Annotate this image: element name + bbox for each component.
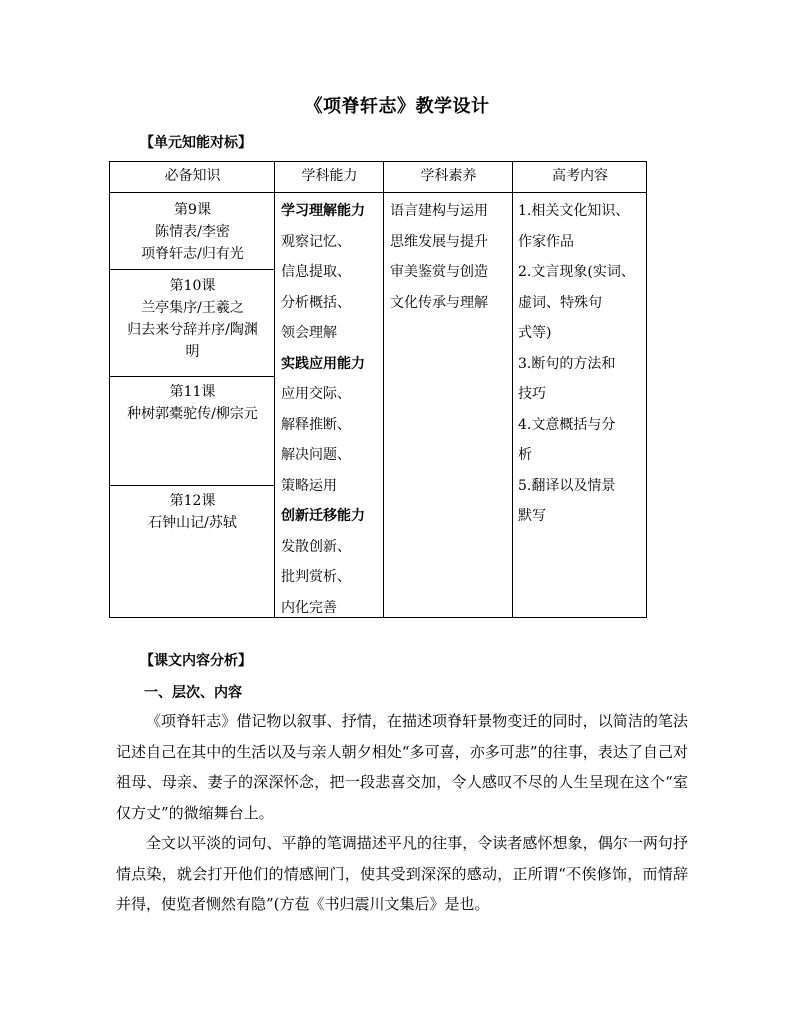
lesson-cell-9	[110, 199, 275, 265]
ability-item: 领会理解	[281, 325, 337, 341]
ability-item: 策略运用	[281, 477, 337, 494]
exam-item: 5.翻译以及情景	[518, 477, 616, 494]
exam-content-cell	[518, 196, 646, 532]
lesson-cell-11	[110, 381, 275, 425]
exam-item: 默写	[518, 508, 546, 524]
ability-item: 分析概括、	[281, 294, 351, 311]
lesson-title: 项脊轩志/归有光	[141, 246, 244, 262]
ability-cell	[281, 196, 383, 623]
literacy-item: 语言建构与运用	[390, 203, 488, 219]
lesson-title: 兰亭集序/王羲之	[141, 300, 244, 316]
lesson-cell-10	[110, 275, 275, 363]
ability-item: 发散创新、	[281, 538, 351, 555]
literacy-item: 审美鉴赏与创造	[390, 264, 488, 280]
ability-category: 实践应用能力	[281, 355, 365, 372]
table-divider	[383, 161, 384, 618]
ability-category: 学习理解能力	[281, 203, 365, 219]
table-header-knowledge: 必备知识	[164, 168, 221, 184]
section-label-text-analysis: 【课文内容分析】	[140, 653, 252, 669]
table-header-literacy: 学科素养	[420, 168, 477, 184]
document-title: 《项脊轩志》教学设计	[304, 96, 490, 117]
exam-item: 2.文言现象(实词、	[518, 264, 635, 280]
ability-item: 应用交际、	[281, 386, 351, 402]
exam-item: 析	[518, 447, 532, 463]
lesson-number: 第10课	[169, 278, 216, 294]
table-header-ability: 学科能力	[301, 168, 358, 184]
table-border-right	[646, 161, 647, 618]
table-header-divider	[109, 192, 647, 193]
exam-item: 式等)	[518, 325, 552, 341]
ability-item: 解释推断、	[281, 416, 351, 433]
body-paragraph: 全文以平淡的词句、平静的笔调描述平凡的往事，令读者感怀想象，偶尔一两句抒情点染，就会打开他们的情感闸门，使其受到深深的感动，正所谓“不俟修饰，而情辞并得，使览者恻然有隐”(方苞《书归震川文集后》是也。	[116, 834, 688, 913]
table-row-divider	[109, 376, 275, 377]
exam-item: 3.断句的方法和	[518, 355, 616, 372]
exam-item: 虚词、特殊句	[518, 294, 602, 311]
exam-item: 作家作品	[518, 233, 574, 250]
ability-item: 批判赏析、	[281, 569, 351, 585]
literacy-cell	[390, 196, 512, 318]
table-row-divider	[109, 269, 275, 270]
ability-item: 信息提取、	[281, 264, 351, 280]
ability-category: 创新迁移能力	[281, 508, 365, 524]
lesson-cell-12	[110, 490, 275, 534]
exam-item: 技巧	[518, 386, 546, 402]
lesson-number: 第11课	[169, 384, 216, 400]
lesson-title: 陈情表/李密	[155, 224, 230, 240]
subheading-structure: 一、层次、内容	[144, 685, 242, 701]
table-header-exam: 高考内容	[552, 168, 608, 184]
table-divider	[512, 161, 513, 618]
lesson-number: 第9课	[174, 202, 211, 218]
lesson-number: 第12课	[169, 493, 216, 509]
exam-item: 1.相关文化知识、	[518, 203, 630, 219]
literacy-item: 思维发展与提升	[390, 233, 488, 250]
table-row-divider	[109, 485, 275, 486]
exam-item: 4.文意概括与分	[518, 416, 616, 433]
ability-item: 内化完善	[281, 599, 337, 616]
lesson-title: 种树郭橐驼传/柳宗元	[127, 406, 258, 422]
lesson-title: 归去来兮辞并序/陶渊	[127, 322, 258, 338]
lesson-title: 石钟山记/苏轼	[148, 515, 237, 531]
body-paragraph: 《项脊轩志》借记物以叙事、抒情，在描述项脊轩景物变迁的同时，以简洁的笔法记述自己在其中的生活以及与亲人朝夕相处“多可喜，亦多可悲”的往事，表达了自己对祖母、母亲、妻子的深深怀念，把一段悲喜交加，令人感叹不尽的人生呈现在这个“室仅方丈”的微缩舞台上。	[116, 712, 688, 822]
ability-item: 观察记忆、	[281, 233, 351, 250]
literacy-item: 文化传承与理解	[390, 294, 488, 311]
ability-item: 解决问题、	[281, 447, 351, 463]
section-label-unit-standards: 【单元知能对标】	[140, 135, 252, 151]
lesson-title: 明	[185, 344, 200, 360]
